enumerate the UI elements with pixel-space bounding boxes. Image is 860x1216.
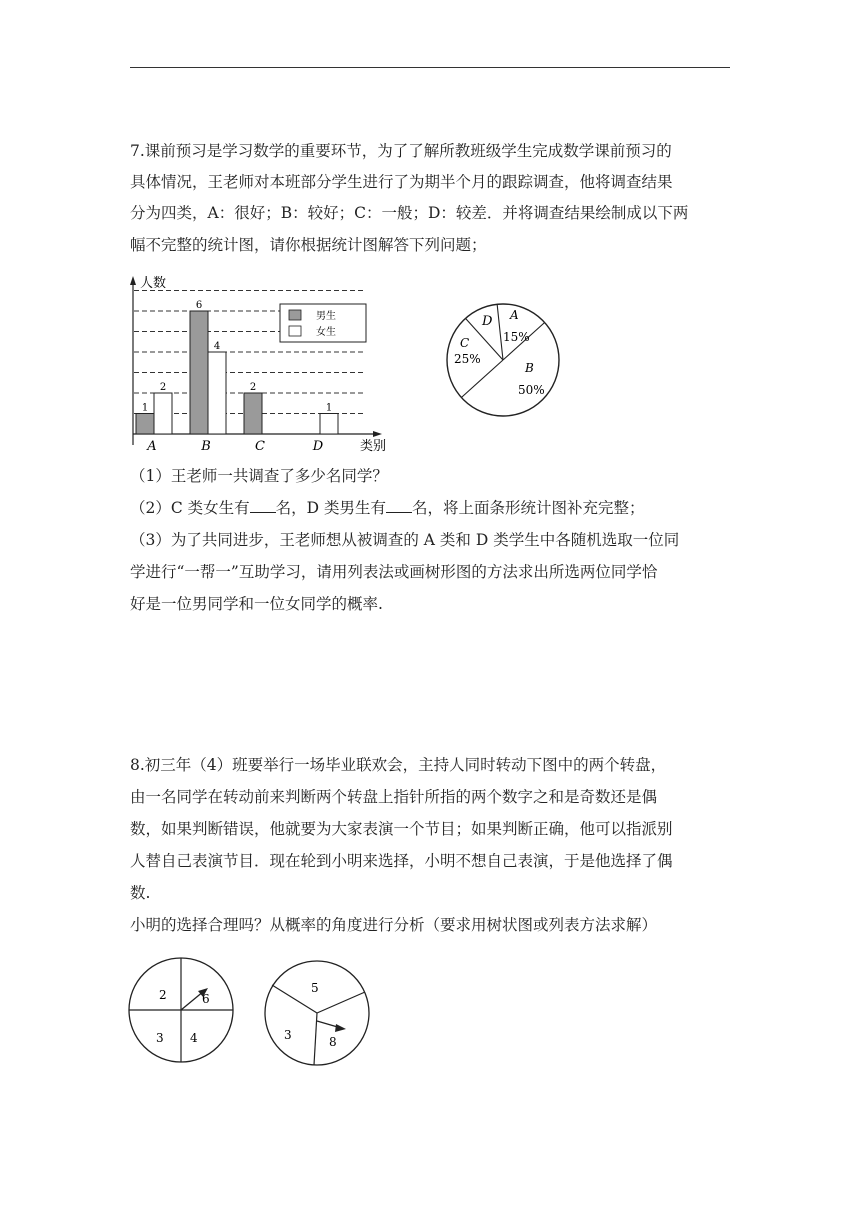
spinner-right-num-3: 3 xyxy=(284,1028,292,1042)
spinner-left-num-2: 2 xyxy=(159,988,167,1002)
answer-blank-d-boys[interactable] xyxy=(386,498,412,513)
q7-sub-3-line-3: 好是一位男同学和一位女同学的概率. xyxy=(130,595,383,613)
legend-label-boys: 男生 xyxy=(316,311,336,322)
pie-pct-c: 25% xyxy=(454,352,481,366)
q7-sub-1: （1）王老师一共调查了多少名同学？ xyxy=(130,467,388,485)
q8-line-2: 由一名同学在转动前来判断两个转盘上指针所指的两个数字之和是奇数还是偶 xyxy=(130,788,658,806)
q7-line-3: 分为四类，A：很好；B：较好；C：一般；D：较差．并将调查结果绘制成以下两 xyxy=(130,204,689,222)
pie-chart xyxy=(440,297,570,427)
pie-label-a: A xyxy=(510,308,519,322)
bar-value-label: 2 xyxy=(159,382,167,393)
bar-boys-c xyxy=(244,393,262,434)
q7-sub-2-part-b: 名，D 类男生有 xyxy=(275,499,387,517)
q8-line-1: 8.初三年（4）班要举行一场毕业联欢会，主持人同时转动下图中的两个转盘， xyxy=(130,756,667,774)
x-tick-label-b: B xyxy=(201,439,211,454)
spinner-left-num-4: 4 xyxy=(190,1031,198,1045)
q8-line-6: 小明的选择合理吗？从概率的角度进行分析（要求用树状图或列表方法求解） xyxy=(130,916,658,934)
q7-sub-2-part-c: 名，将上面条形统计图补充完整； xyxy=(412,499,645,517)
pie-label-c: C xyxy=(460,336,470,350)
bar-value-label: 4 xyxy=(213,341,221,352)
x-tick-label-c: C xyxy=(255,439,265,454)
bar-value-label: 1 xyxy=(141,402,149,414)
pie-label-b: B xyxy=(525,361,534,375)
spinner-left-num-6: 6 xyxy=(202,992,210,1006)
q7-sub-2-part-a: （2）C 类女生有 xyxy=(130,499,250,517)
spinner-right-num-5: 5 xyxy=(311,981,319,995)
spinner-right xyxy=(262,955,374,1071)
bar-value-label: 2 xyxy=(249,382,257,393)
legend-label-girls: 女生 xyxy=(316,327,336,338)
bar-boys-b xyxy=(190,311,208,434)
bar-value-label: 6 xyxy=(195,300,203,311)
bar-girls-b xyxy=(208,352,226,434)
q7-line-1: 7.课前预习是学习数学的重要环节，为了了解所教班级学生完成数学课前预习的 xyxy=(130,142,672,160)
q7-sub-3-line-1: （3）为了共同进步，王老师想从被调查的 A 类和 D 类学生中各随机选取一位同 xyxy=(130,531,680,549)
q8-line-5: 数. xyxy=(130,884,151,902)
header-rule xyxy=(130,67,730,68)
spinner-left xyxy=(126,955,238,1067)
y-axis-label: 人数 xyxy=(140,276,167,291)
q8-line-3: 数，如果判断错误，他就要为大家表演一个节目；如果判断正确，他可以指派别 xyxy=(130,820,673,838)
bar-value-label: 1 xyxy=(325,402,333,414)
answer-blank-c-girls[interactable] xyxy=(250,498,276,513)
q7-sub-2 xyxy=(130,493,730,525)
x-tick-label-d: D xyxy=(312,439,324,454)
x-tick-label-a: A xyxy=(147,439,157,454)
pie-pct-b: 50% xyxy=(518,383,545,397)
q7-line-4: 幅不完整的统计图，请你根据统计图解答下列问题； xyxy=(130,236,487,254)
pie-label-d: D xyxy=(482,314,493,329)
bar-boys-a xyxy=(136,414,154,435)
legend-swatch-boys xyxy=(289,310,301,320)
spinner-left-num-3: 3 xyxy=(156,1031,164,1045)
pie-pct-a: 15% xyxy=(503,330,530,344)
bar-girls-d xyxy=(320,414,338,435)
legend-swatch-girls xyxy=(289,326,301,336)
q7-line-2: 具体情况，王老师对本班部分学生进行了为期半个月的跟踪调查，他将调查结果 xyxy=(130,173,673,191)
bar-chart xyxy=(126,270,396,455)
x-axis-label: 类别 xyxy=(360,439,387,454)
q8-line-4: 人替自己表演节目．现在轮到小明来选择，小明不想自己表演，于是他选择了偶 xyxy=(130,852,673,870)
bar-girls-a xyxy=(154,393,172,434)
q7-sub-3-line-2: 学进行“一帮一”互助学习，请用列表法或画树形图的方法求出所选两位同学恰 xyxy=(130,563,658,581)
spinner-right-num-8: 8 xyxy=(329,1035,337,1049)
